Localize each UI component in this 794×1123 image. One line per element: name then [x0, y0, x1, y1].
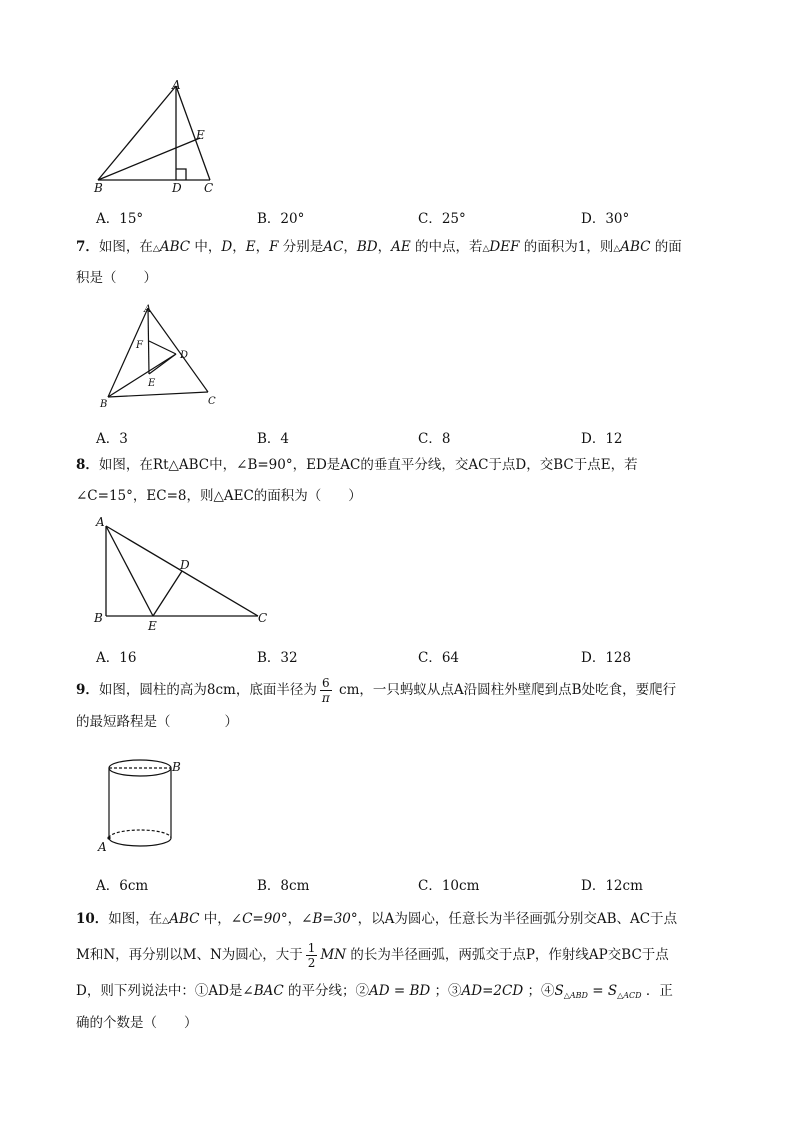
q8-label-e: E — [148, 619, 157, 633]
q7-triangle-figure — [96, 300, 226, 412]
q9-cylinder-figure — [92, 752, 202, 860]
q10-half-fraction: $\frac{1}{2}$ — [307, 941, 316, 970]
q8-option-d[interactable]: D．128 — [581, 650, 632, 666]
q6-option-d[interactable]: D．30° — [581, 211, 630, 227]
q8-triangle-figure — [90, 512, 280, 634]
q7-label-f: F — [136, 340, 143, 351]
q6-options — [96, 207, 746, 227]
q6-label-e: E — [196, 128, 205, 142]
q9-line-2: 的最短路程是（ ） — [76, 714, 238, 730]
q8-line-1: 8．如图，在Rt△ABC中，∠B=90°，ED是AC的垂直平分线，交AC于点D，交BC于点E，若 — [76, 457, 638, 473]
q6-option-b[interactable]: B．20° — [257, 211, 305, 227]
q7-label-a: A — [144, 304, 152, 315]
q8-label-b: B — [94, 611, 103, 625]
q10-line-4: 确的个数是（ ） — [76, 1015, 198, 1031]
q7-label-e: E — [148, 378, 156, 389]
q6-label-c: C — [204, 181, 214, 195]
q9-radius-fraction: $\frac{6}{\pi}$ — [321, 676, 330, 705]
q9-number: 9． — [76, 682, 99, 698]
q8-line-2: ∠C=15°，EC=8，则△AEC的面积为（ ） — [76, 488, 362, 504]
q10-line-2: M和N，再分别以M、N为圆心，大于 $\frac{1}{2}$ MN 的长为半径画弧，两弧交于点P，作射线AP交BC于点 — [76, 941, 669, 970]
q8-option-b[interactable]: B．32 — [257, 650, 298, 666]
q8-text — [76, 450, 738, 512]
q8-option-a[interactable]: A．16 — [96, 650, 137, 666]
q6-label-b: B — [94, 181, 103, 195]
q9-label-b: B — [172, 760, 181, 774]
q7-line-2: 积是（ ） — [76, 270, 157, 286]
q7-line-1: 7．如图，在△ABC 中，D，E，F 分别是AC，BD，AE 的中点，若△DEF 的面积为1，则△ABC 的面 — [76, 239, 682, 255]
q8-number: 8． — [76, 457, 99, 473]
q9-option-b[interactable]: B．8cm — [257, 878, 310, 894]
q7-option-c[interactable]: C．8 — [418, 431, 451, 447]
q9-option-d[interactable]: D．12cm — [581, 878, 643, 894]
q7-option-d[interactable]: D．12 — [581, 431, 623, 447]
q7-label-d: D — [180, 350, 189, 361]
q7-number: 7． — [76, 239, 99, 255]
q10-text — [76, 902, 738, 1039]
q8-options — [96, 646, 746, 666]
q9-options — [96, 874, 746, 894]
q7-label-b: B — [100, 399, 108, 410]
q9-option-a[interactable]: A．6cm — [96, 878, 149, 894]
q7-option-b[interactable]: B．4 — [257, 431, 290, 447]
q9-label-a: A — [98, 840, 107, 854]
q10-number: 10． — [76, 911, 109, 927]
q6-label-a: A — [172, 78, 181, 92]
q8-label-c: C — [258, 611, 268, 625]
q7-option-a[interactable]: A．3 — [96, 431, 128, 447]
q9-option-c[interactable]: C．10cm — [418, 878, 480, 894]
q7-label-c: C — [208, 396, 216, 407]
q6-triangle-figure — [88, 78, 228, 200]
q8-label-d: D — [180, 558, 190, 572]
q7-text — [76, 232, 738, 294]
q8-option-c[interactable]: C．64 — [418, 650, 460, 666]
q6-label-d: D — [172, 181, 182, 195]
q6-option-c[interactable]: C．25° — [418, 211, 466, 227]
q8-label-a: A — [96, 515, 105, 529]
q9-line-1: 9．如图，圆柱的高为8cm，底面半径为 $\frac{6}{\pi}$ cm，一只蚂蚁从点A沿圆柱外壁爬到点B处吃食，要爬行 — [76, 676, 677, 705]
q10-line-1: 10．如图，在△ABC 中，∠C=90°，∠B=30°，以A为圆心，任意长为半径画弧分别交AB、AC于点 — [76, 911, 678, 927]
q6-option-a[interactable]: A．15° — [96, 211, 144, 227]
q7-options — [96, 427, 746, 447]
q10-line-3: D，则下列说法中：①AD是∠BAC 的平分线；②AD = BD ；③AD=2CD ；$④S_{\triangle ABD} = S_{\triangle ACD}$ ．正 — [76, 983, 673, 1000]
q9-text — [76, 673, 738, 738]
